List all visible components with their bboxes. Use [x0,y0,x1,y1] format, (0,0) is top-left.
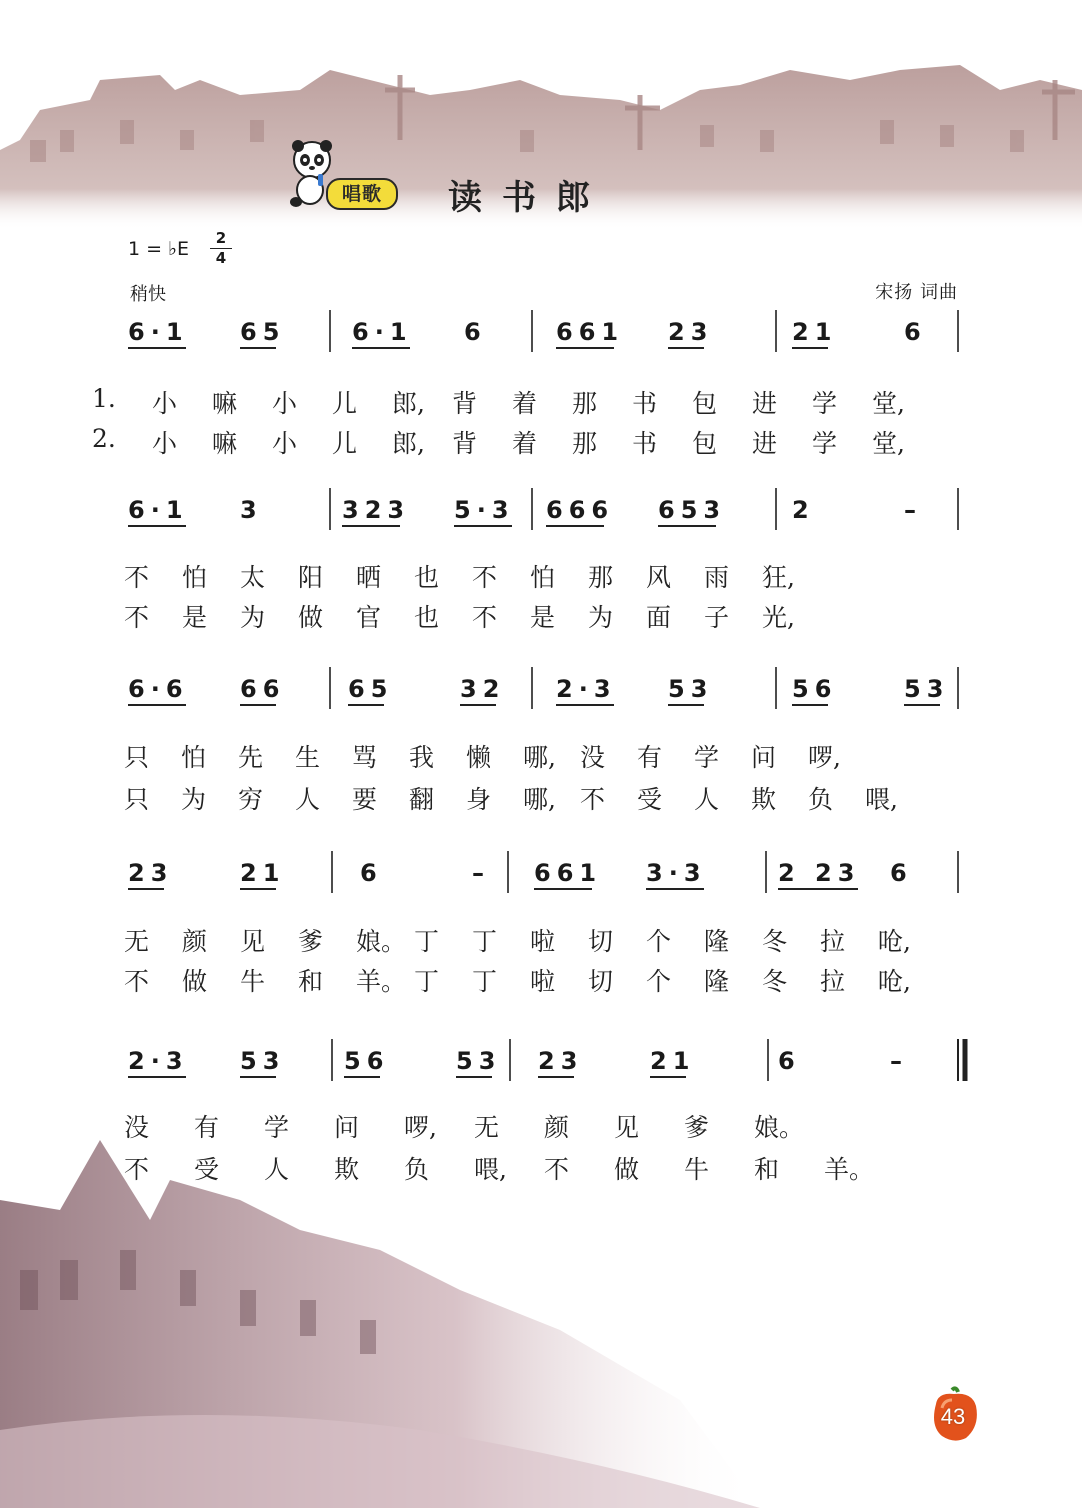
note-group: 6·1 [128,318,189,346]
note-group: – [904,496,922,524]
lyric-syllable: 娘。 [754,1113,805,1142]
lyric-syllable: 小 [272,429,298,458]
song-title: 读书郎 [448,178,610,218]
lyric-syllable: 阳 [298,563,324,592]
note-group: 65 [240,318,286,346]
lyric-syllable: 哪, [523,743,556,772]
lyric-syllable: 穷 [238,785,264,814]
composer-credit: 宋扬 词曲 [875,282,958,303]
note-group: 23 [538,1047,584,1075]
lyric-syllable: 包 [692,429,718,458]
lyric-syllable: 问 [334,1113,360,1142]
lyric-syllable: 1. [92,384,116,413]
lyric-syllable: 那 [572,389,598,418]
lyric-syllable: 有 [194,1113,220,1142]
note-group: 53 [904,675,950,703]
lyric-syllable: 儿 [332,429,358,458]
lyric-syllable: 不 [124,603,150,632]
note-group: – [472,859,490,887]
lyric-syllable: 不 [472,563,498,592]
note-group: – [890,1047,908,1075]
lyric-syllable: 拉 [820,927,846,956]
lyric-syllable: 有 [637,743,663,772]
lyric-syllable: 受 [194,1155,220,1184]
note-group: 65 [348,675,394,703]
lyric-syllable: 怕 [182,563,208,592]
lyric-syllable: 着 [512,389,538,418]
lyric-syllable: 负 [404,1155,430,1184]
lyric-syllable: 先 [238,743,264,772]
lyric-syllable: 书 [632,389,658,418]
lyric-syllable: 官 [356,603,382,632]
lyric-syllable: 生 [295,743,321,772]
lyric-syllable: 切 [588,967,614,996]
lyric-syllable: 学 [812,389,838,418]
note-group: 2·3 [556,675,617,703]
note-group: 53 [668,675,714,703]
lyric-syllable: 光, [762,603,795,632]
lyric-syllable: 嘛 [212,389,238,418]
lyric-syllable: 翻 [409,785,435,814]
lyric-syllable: 丁 [414,967,440,996]
note-group: 21 [240,859,286,887]
lyric-syllable: 啰, [404,1113,437,1142]
lyric-syllable: 骂 [352,743,378,772]
lyric-syllable: 只 [124,785,150,814]
lyric-syllable: 没 [580,743,606,772]
note-group: 6 [904,318,927,346]
note-group: 6 [778,1047,801,1075]
lyric-syllable: 牛 [240,967,266,996]
lyric-syllable: 做 [182,967,208,996]
lyric-syllable: 冬 [762,967,788,996]
lyric-syllable: 颜 [182,927,208,956]
lyric-syllable: 不 [124,563,150,592]
lyric-syllable: 呛, [878,927,911,956]
note-group: 323 [342,496,411,524]
lyric-syllable: 进 [752,429,778,458]
lyric-syllable: 郎, [392,429,425,458]
lyric-syllable: 受 [637,785,663,814]
lyric-syllable: 为 [240,603,266,632]
lyric-syllable: 拉 [820,967,846,996]
lyric-syllable: 喂, [474,1155,507,1184]
lyric-syllable: 书 [632,429,658,458]
lyric-syllable: 哪, [523,785,556,814]
lyric-syllable: 进 [752,389,778,418]
lyric-syllable: 不 [124,967,150,996]
lyric-syllable: 小 [272,389,298,418]
note-group: 653 [658,496,727,524]
lyric-syllable: 丁 [414,927,440,956]
lyric-syllable: 丁 [472,927,498,956]
lyric-syllable: 问 [751,743,777,772]
lyric-syllable: 负 [808,785,834,814]
note-group: 53 [240,1047,286,1075]
note-group: 32 [460,675,506,703]
lyric-syllable: 嘛 [212,429,238,458]
lyric-verse-2 [0,1150,1082,1184]
note-group: 3·3 [646,859,707,887]
note-group: 23 [128,859,174,887]
lyric-syllable: 学 [264,1113,290,1142]
lyric-syllable: 颜 [544,1113,570,1142]
lyric-syllable: 不 [544,1155,570,1184]
lyric-syllable: 着 [512,429,538,458]
lyric-syllable: 不 [124,1155,150,1184]
note-group: 6·1 [128,496,189,524]
lyric-syllable: 人 [694,785,720,814]
lyric-verse-2 [0,598,1082,632]
note-group: 6·6 [128,675,189,703]
note-group: 56 [792,675,838,703]
lyric-syllable: 娘。 [356,927,407,956]
lyric-syllable: 做 [298,603,324,632]
note-group: 23 [668,318,714,346]
lyric-syllable: 是 [530,603,556,632]
lyric-syllable: 怕 [181,743,207,772]
lyric-syllable: 见 [240,927,266,956]
lyric-syllable: 做 [614,1155,640,1184]
lyric-syllable: 丁 [472,967,498,996]
lyric-verse-1 [0,1108,1082,1142]
lyric-syllable: 小 [152,429,178,458]
page-number-badge [928,1386,984,1444]
lyric-verse-1 [0,558,1082,592]
lyric-syllable: 不 [472,603,498,632]
lyric-syllable: 爹 [684,1113,710,1142]
lyric-syllable: 不 [580,785,606,814]
lyric-syllable: 没 [124,1113,150,1142]
lyric-syllable: 和 [754,1155,780,1184]
lyric-syllable: 也 [414,603,440,632]
lyric-syllable: 个 [646,967,672,996]
lyric-syllable: 和 [298,967,324,996]
lyric-syllable: 身 [466,785,492,814]
note-group: 21 [792,318,838,346]
lyric-verse-1 [0,738,1082,772]
time-sig-denominator: 4 [215,249,227,267]
lyric-syllable: 隆 [704,967,730,996]
lyric-syllable: 见 [614,1113,640,1142]
lyric-verse-2 [0,962,1082,996]
lyric-verse-2 [0,780,1082,814]
lyric-syllable: 包 [692,389,718,418]
lyric-syllable: 为 [588,603,614,632]
note-group: 66 [240,675,286,703]
note-group: 6 [464,318,487,346]
lyric-verse-2 [0,424,1082,458]
time-sig-numerator: 2 [215,229,227,247]
lyric-syllable: 晒 [356,563,382,592]
note-group: 21 [650,1047,696,1075]
lyric-syllable: 堂, [872,429,905,458]
lyric-syllable: 无 [124,927,150,956]
lyric-syllable: 小 [152,389,178,418]
lyric-syllable: 人 [295,785,321,814]
lyric-syllable: 堂, [872,389,905,418]
lyric-syllable: 个 [646,927,672,956]
lyric-syllable: 学 [812,429,838,458]
lyric-syllable: 那 [588,563,614,592]
lyric-syllable: 面 [646,603,672,632]
lyric-syllable: 无 [474,1113,500,1142]
lyric-syllable: 风 [646,563,672,592]
lyric-syllable: 啰, [808,743,841,772]
lyric-syllable: 欺 [334,1155,360,1184]
lyric-syllable: 喂, [865,785,898,814]
lyric-syllable: 啦 [530,967,556,996]
lyric-verse-1 [0,922,1082,956]
lyric-syllable: 郎, [392,389,425,418]
lyric-syllable: 怕 [530,563,556,592]
lyric-syllable: 隆 [704,927,730,956]
page-number: 43 [940,1404,966,1429]
note-group: 661 [534,859,603,887]
note-group: 2·3 [128,1047,189,1075]
lyric-syllable: 懒 [466,743,492,772]
lyric-syllable: 是 [182,603,208,632]
singing-tag: 唱歌 [326,178,398,210]
lyric-syllable: 背 [452,429,478,458]
note-group: 5·3 [454,496,515,524]
lyric-syllable: 只 [124,743,150,772]
lyric-syllable: 儿 [332,389,358,418]
lyric-syllable: 背 [452,389,478,418]
lyric-syllable: 2. [92,424,116,453]
lyric-syllable: 啦 [530,927,556,956]
lyric-syllable: 雨 [704,563,730,592]
note-group: 2 [792,496,815,524]
lyric-syllable: 羊。 [356,967,407,996]
lyric-syllable: 学 [694,743,720,772]
lyric-syllable: 那 [572,429,598,458]
note-group: 6·1 [352,318,413,346]
lyric-syllable: 为 [181,785,207,814]
key-signature: 1 = ♭E [128,238,190,260]
note-group: 2 23 [778,859,861,887]
lyric-syllable: 子 [704,603,730,632]
note-group: 56 [344,1047,390,1075]
note-group: 53 [456,1047,502,1075]
lyric-syllable: 呛, [878,967,911,996]
lyric-syllable: 切 [588,927,614,956]
lyric-syllable: 人 [264,1155,290,1184]
lyric-syllable: 我 [409,743,435,772]
note-group: 661 [556,318,625,346]
lyric-verse-1 [0,384,1082,418]
lyric-syllable: 太 [240,563,266,592]
note-group: 6 [890,859,913,887]
tempo-marking: 稍快 [130,284,166,305]
lyric-syllable: 牛 [684,1155,710,1184]
note-group: 666 [546,496,615,524]
lyric-syllable: 欺 [751,785,777,814]
lyric-syllable: 羊。 [824,1155,875,1184]
note-group: 6 [360,859,383,887]
lyric-syllable: 也 [414,563,440,592]
lyric-syllable: 狂, [762,563,795,592]
lyric-syllable: 要 [352,785,378,814]
note-group: 3 [240,496,263,524]
lyric-syllable: 爹 [298,927,324,956]
lyric-syllable: 冬 [762,927,788,956]
